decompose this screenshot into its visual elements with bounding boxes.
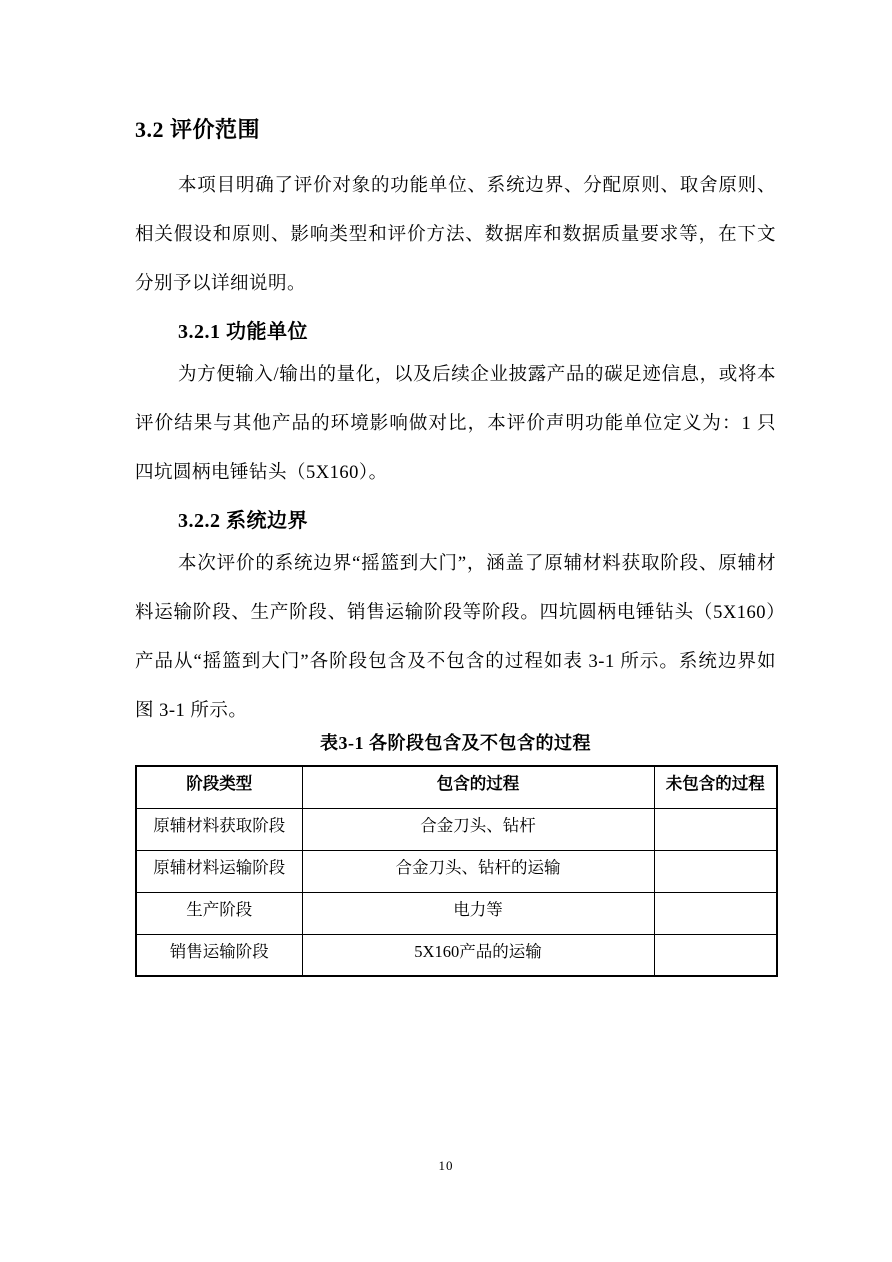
included-process-cell: 合金刀头、钻杆 xyxy=(302,808,654,850)
column-header-excluded-process: 未包含的过程 xyxy=(654,766,777,808)
section-heading-3-2-2: 3.2.2 系统边界 xyxy=(178,510,308,532)
table-row xyxy=(136,934,777,976)
table-row xyxy=(136,850,777,892)
table-caption: 表3-1 各阶段包含及不包含的过程 xyxy=(320,733,591,753)
paragraph-system-boundary: 本次评价的系统边界“摇篮到大门”，涵盖了原辅材料获取阶段、原辅材料运输阶段、生产阶段、销售运输阶段等阶段。四坑圆柄电锤钻头（5X160）产品从“摇篮到大门”各阶段包含及不包含的过程如表 3-1 所示。系统边界如图 3-1 所示。 xyxy=(135,554,776,721)
table-header-row xyxy=(136,766,777,808)
excluded-process-cell xyxy=(654,892,777,934)
section-heading-3-2: 3.2 评价范围 xyxy=(135,117,261,142)
excluded-process-cell xyxy=(654,850,777,892)
stage-type-cell: 原辅材料获取阶段 xyxy=(136,808,302,850)
table-row xyxy=(136,808,777,850)
included-process-cell: 5X160产品的运输 xyxy=(302,934,654,976)
included-process-cell: 电力等 xyxy=(302,892,654,934)
paragraph-scope-intro: 本项目明确了评价对象的功能单位、系统边界、分配原则、取舍原则、相关假设和原则、影响类型和评价方法、数据库和数据质量要求等，在下文分别予以详细说明。 xyxy=(135,176,776,294)
column-header-stage-type: 阶段类型 xyxy=(136,766,302,808)
paragraph-functional-unit: 为方便输入/输出的量化，以及后续企业披露产品的碳足迹信息，或将本评价结果与其他产品的环境影响做对比，本评价声明功能单位定义为：1 只四坑圆柄电锤钻头（5X160）。 xyxy=(135,365,776,483)
table-row xyxy=(136,892,777,934)
stage-type-cell: 原辅材料运输阶段 xyxy=(136,850,302,892)
stage-type-cell: 生产阶段 xyxy=(136,892,302,934)
page-content xyxy=(135,116,776,977)
stage-type-cell: 销售运输阶段 xyxy=(136,934,302,976)
excluded-process-cell xyxy=(654,934,777,976)
page-number: 10 xyxy=(438,1158,454,1173)
stages-table xyxy=(135,765,778,977)
section-heading-3-2-1: 3.2.1 功能单位 xyxy=(178,321,308,343)
included-process-cell: 合金刀头、钻杆的运输 xyxy=(302,850,654,892)
column-header-included-process: 包含的过程 xyxy=(302,766,654,808)
excluded-process-cell xyxy=(654,808,777,850)
